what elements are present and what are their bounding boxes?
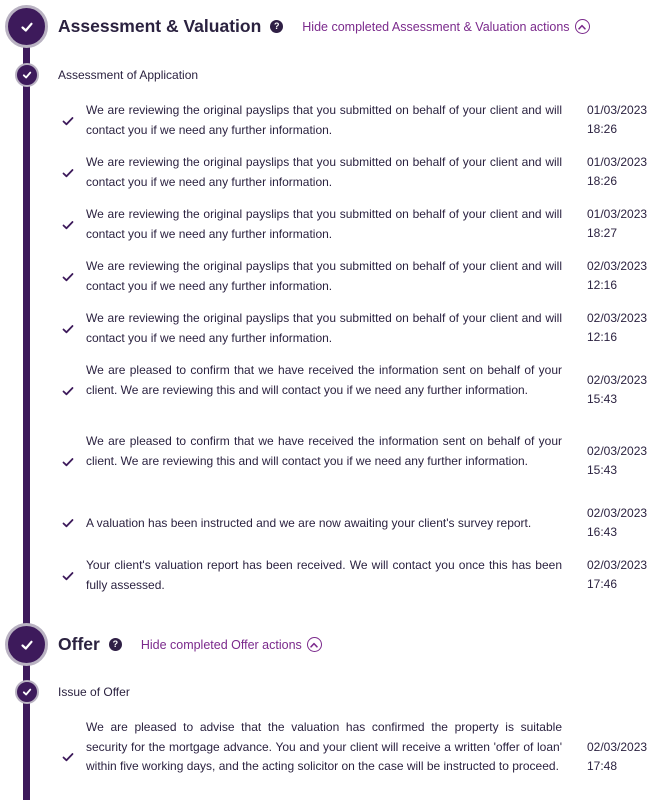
action-item bbox=[58, 257, 653, 297]
section-title: Assessment & Valuation bbox=[58, 16, 262, 36]
hide-link-label: Hide completed Offer actions bbox=[140, 637, 302, 652]
action-date: 02/03/2023 bbox=[587, 259, 648, 273]
help-icon[interactable]: ? bbox=[270, 20, 283, 33]
section-complete-node bbox=[5, 5, 48, 48]
check-icon bbox=[62, 385, 74, 397]
action-text: We are reviewing the original payslips that you submitted on behalf of your client and will contact you if we need any further information. bbox=[86, 311, 562, 345]
action-text: We are reviewing the original payslips that you submitted on behalf of your client and will contact you if we need any further information. bbox=[86, 103, 562, 137]
check-icon bbox=[62, 323, 74, 335]
section-title: Offer bbox=[58, 634, 100, 654]
action-item bbox=[58, 205, 653, 245]
subsection-title: Assessment of Application bbox=[58, 68, 199, 82]
action-date: 01/03/2023 bbox=[587, 103, 648, 117]
hide-completed-actions-link[interactable] bbox=[141, 637, 322, 652]
chevron-up-icon[interactable] bbox=[575, 19, 590, 34]
action-date: 02/03/2023 bbox=[587, 740, 648, 754]
check-icon bbox=[62, 271, 74, 283]
action-date: 02/03/2023 bbox=[587, 311, 648, 325]
section-header-assessment bbox=[58, 16, 590, 37]
action-item bbox=[58, 309, 653, 349]
check-icon bbox=[62, 167, 74, 179]
action-time: 12:16 bbox=[587, 278, 618, 292]
action-date: 02/03/2023 bbox=[587, 373, 648, 387]
action-time: 12:16 bbox=[587, 330, 618, 344]
action-date: 02/03/2023 bbox=[587, 506, 648, 520]
action-text: We are pleased to confirm that we have received the information sent on behalf of your client. We are reviewing this and will contact you if we need any further information. bbox=[86, 363, 562, 397]
subsection-title: Issue of Offer bbox=[58, 685, 130, 699]
action-time: 17:46 bbox=[587, 577, 618, 591]
action-text: Your client's valuation report has been received. We will contact you once this has been fully assessed. bbox=[86, 558, 562, 592]
check-icon bbox=[62, 115, 74, 127]
check-icon bbox=[20, 638, 34, 652]
action-date: 01/03/2023 bbox=[587, 155, 648, 169]
action-text: We are reviewing the original payslips that you submitted on behalf of your client and will contact you if we need any further information. bbox=[86, 155, 562, 189]
action-time: 17:48 bbox=[587, 759, 618, 773]
check-icon bbox=[22, 70, 32, 80]
check-icon bbox=[22, 687, 32, 697]
check-icon bbox=[62, 517, 74, 529]
action-time: 18:26 bbox=[587, 174, 618, 188]
action-item bbox=[58, 361, 653, 420]
action-text: A valuation has been instructed and we are now awaiting your client's survey report. bbox=[86, 516, 532, 530]
action-item bbox=[58, 504, 653, 542]
action-date: 02/03/2023 bbox=[587, 558, 648, 572]
subsection-complete-node bbox=[15, 680, 39, 704]
check-icon bbox=[62, 570, 74, 582]
action-text: We are pleased to advise that the valuation has confirmed the property is suitable security for the mortgage advance. You and your client will receive a written 'offer of loan' within five working days, and the acting solicitor on the case will be instructed to proceed. bbox=[86, 720, 562, 773]
subsection-complete-node bbox=[15, 63, 39, 87]
hide-completed-actions-link[interactable] bbox=[302, 19, 589, 34]
action-item bbox=[58, 101, 653, 141]
help-icon[interactable]: ? bbox=[109, 638, 122, 651]
action-date: 02/03/2023 bbox=[587, 444, 648, 458]
section-header-offer bbox=[58, 634, 322, 655]
check-icon bbox=[62, 219, 74, 231]
action-time: 16:43 bbox=[587, 525, 618, 539]
action-item bbox=[58, 718, 653, 796]
action-item bbox=[58, 432, 653, 491]
action-time: 15:43 bbox=[587, 463, 618, 477]
action-item bbox=[58, 556, 653, 596]
check-icon bbox=[62, 456, 74, 468]
action-time: 18:27 bbox=[587, 226, 618, 240]
hide-link-label: Hide completed Assessment & Valuation actions bbox=[302, 19, 570, 34]
action-item bbox=[58, 153, 653, 193]
section-complete-node bbox=[5, 623, 48, 666]
action-text: We are reviewing the original payslips that you submitted on behalf of your client and will contact you if we need any further information. bbox=[86, 207, 562, 241]
action-date: 01/03/2023 bbox=[587, 207, 648, 221]
action-text: We are pleased to confirm that we have received the information sent on behalf of your client. We are reviewing this and will contact you if we need any further information. bbox=[86, 434, 562, 468]
chevron-up-icon[interactable] bbox=[307, 637, 322, 652]
check-icon bbox=[20, 20, 34, 34]
check-icon bbox=[62, 751, 74, 763]
action-time: 18:26 bbox=[587, 122, 618, 136]
action-time: 15:43 bbox=[587, 392, 618, 406]
action-text: We are reviewing the original payslips that you submitted on behalf of your client and will contact you if we need any further information. bbox=[86, 259, 562, 293]
